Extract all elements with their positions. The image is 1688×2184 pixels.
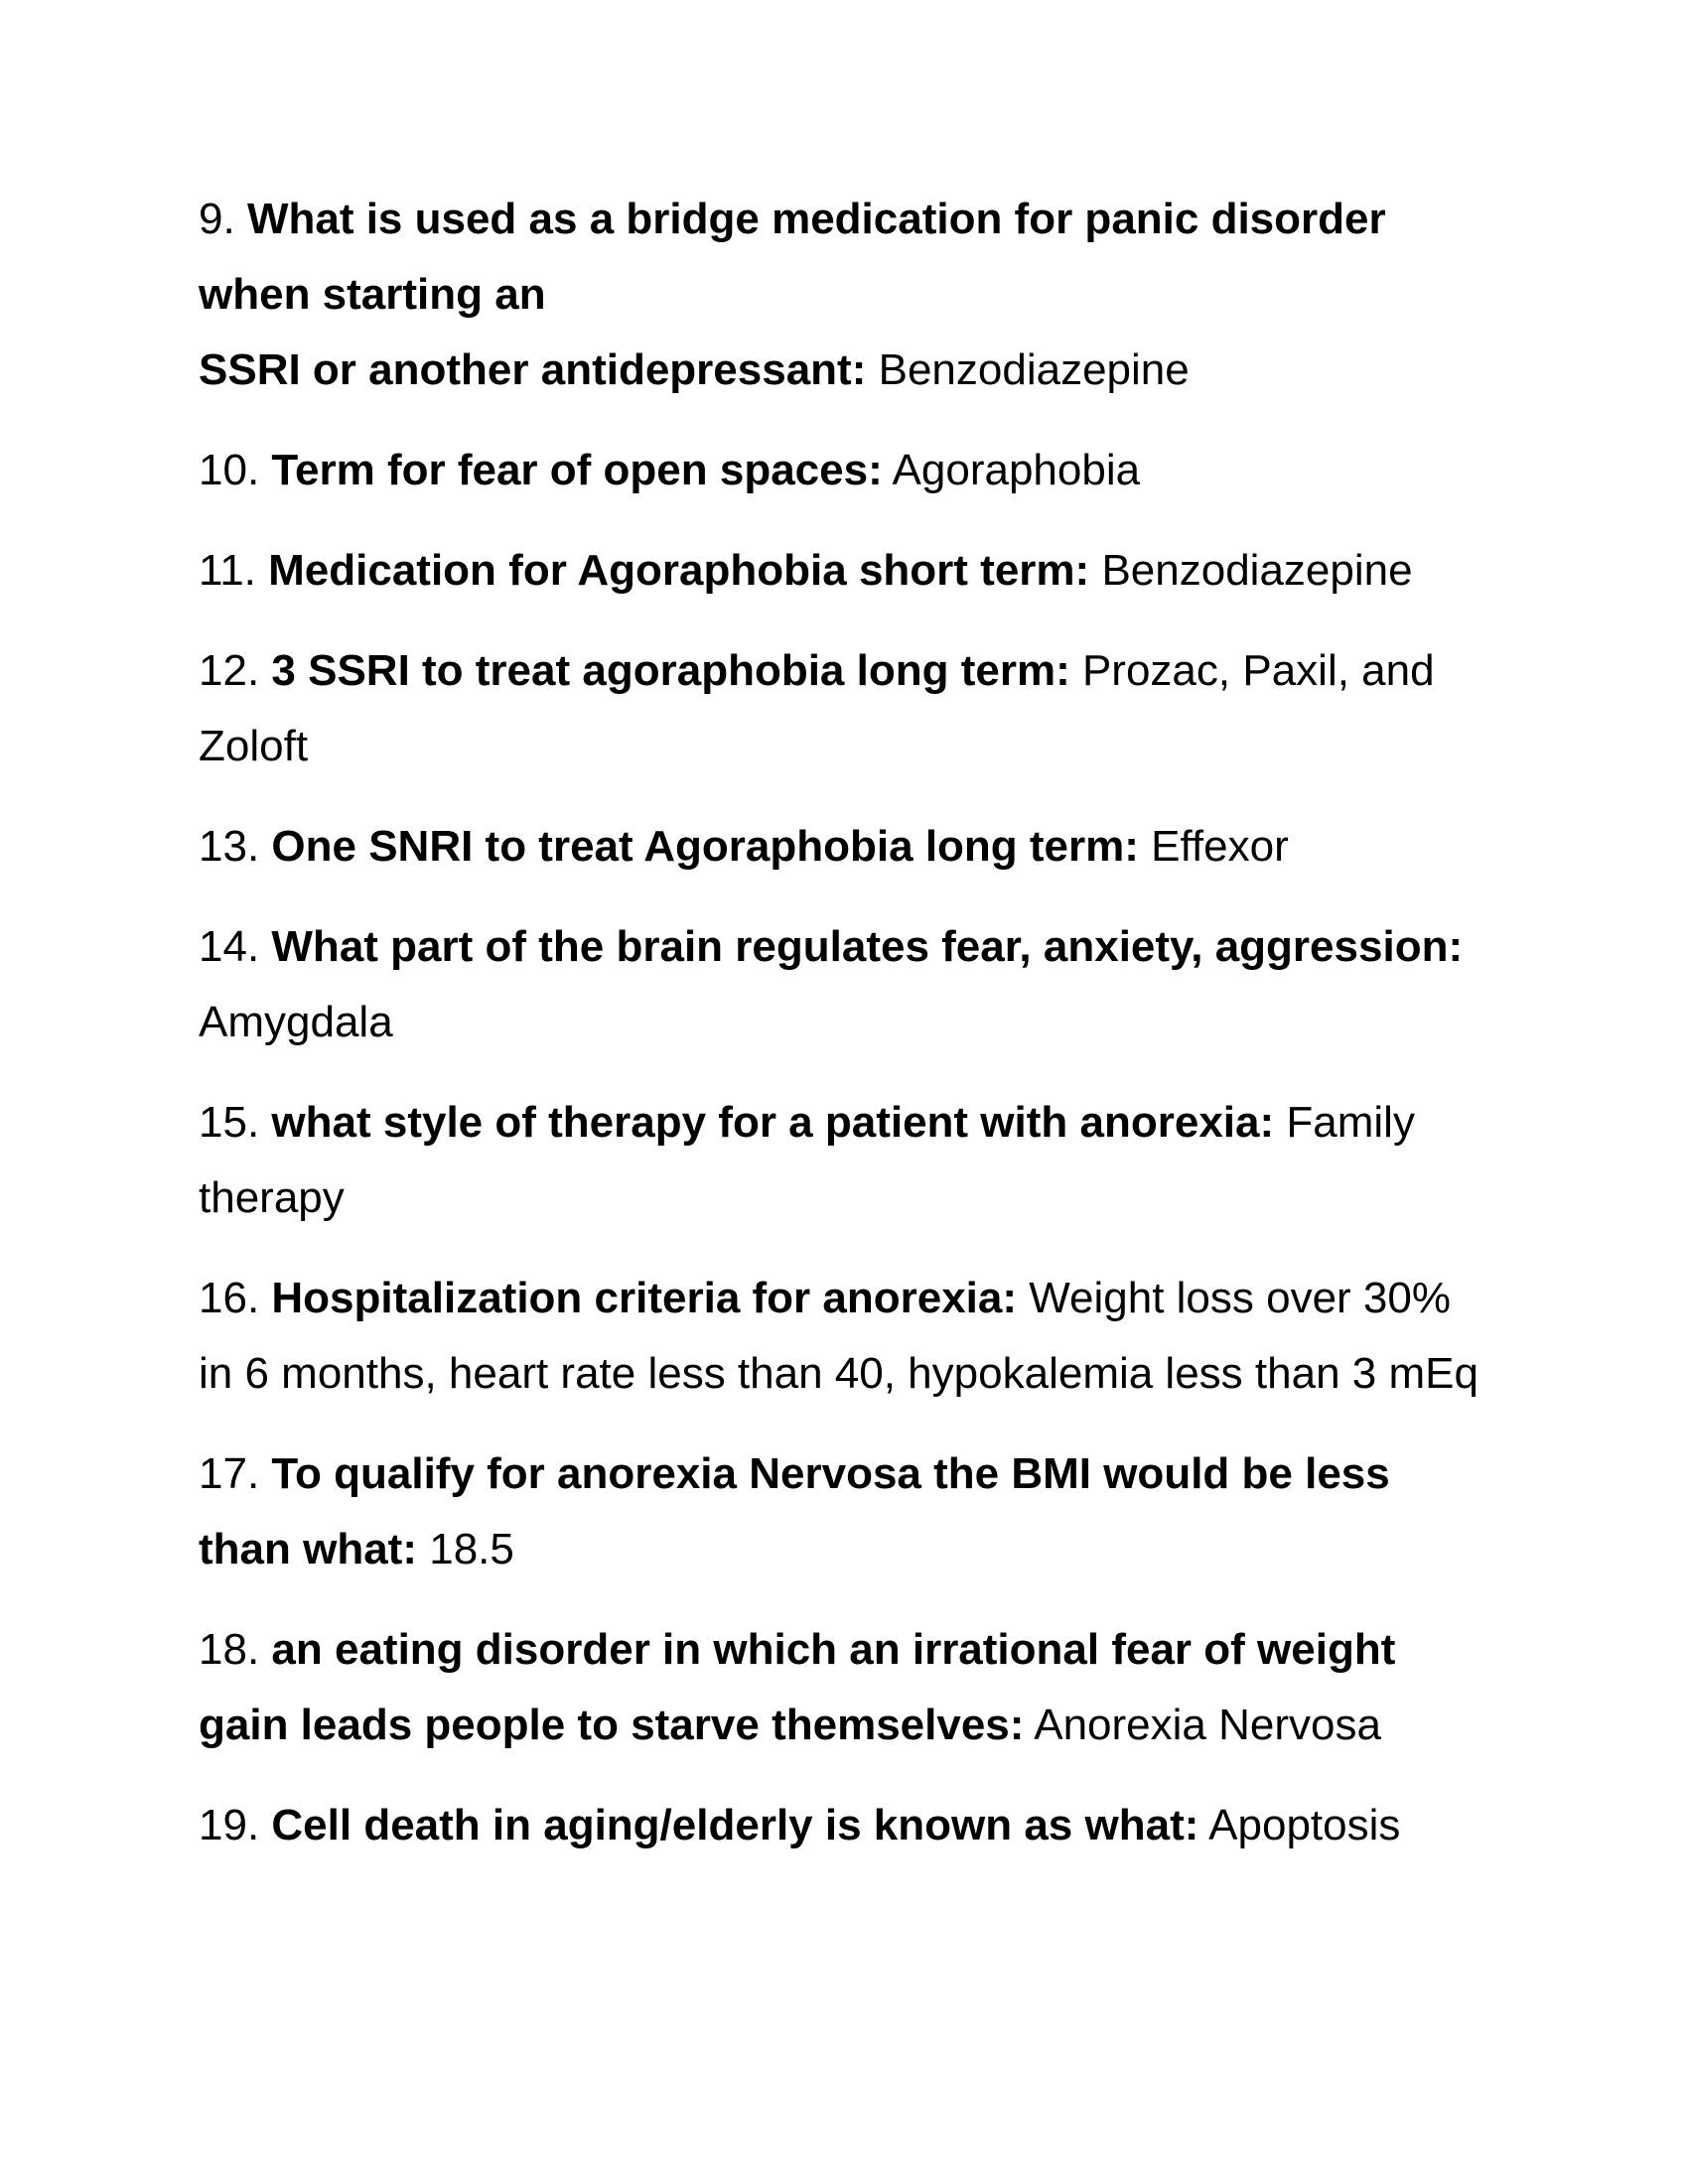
- item-number: 14.: [199, 922, 260, 971]
- answer-text: Apoptosis: [1208, 1801, 1401, 1849]
- qa-item-10: [199, 433, 1489, 508]
- qa-item-19: [199, 1788, 1489, 1863]
- question-text: an eating disorder in which an irrational fear of weight gain leads people to starve themselves:: [199, 1625, 1396, 1749]
- item-number: 11.: [199, 546, 256, 595]
- answer-text: Benzodiazepine: [1101, 546, 1413, 595]
- item-number: 9.: [199, 195, 235, 243]
- question-text: Cell death in aging/elderly is known as what:: [271, 1801, 1199, 1849]
- answer-text: 18.5: [429, 1525, 514, 1573]
- question-line-2: SSRI or another antidepressant:: [199, 345, 867, 394]
- item-number: 17.: [199, 1449, 260, 1498]
- question-text: Term for fear of open spaces:: [271, 446, 883, 494]
- qa-item-18: [199, 1612, 1489, 1763]
- answer-text: Benzodiazepine: [878, 345, 1190, 394]
- question-text: One SNRI to treat Agoraphobia long term:: [271, 822, 1139, 871]
- item-number: 16.: [199, 1274, 260, 1322]
- qa-item-14: [199, 909, 1489, 1060]
- question-text: Medication for Agoraphobia short term:: [268, 546, 1090, 595]
- item-number: 13.: [199, 822, 260, 871]
- item-number: 12.: [199, 646, 260, 695]
- answer-text: Effexor: [1151, 822, 1289, 871]
- question-text: What part of the brain regulates fear, anxiety, aggression:: [271, 922, 1464, 971]
- qa-item-12: [199, 633, 1489, 784]
- question-text: 3 SSRI to treat agoraphobia long term:: [271, 646, 1070, 695]
- question-list: [199, 182, 1489, 1888]
- answer-text: Anorexia Nervosa: [1034, 1701, 1381, 1749]
- item-number: 10.: [199, 446, 260, 494]
- answer-text: Amygdala: [199, 998, 393, 1046]
- qa-item-16: [199, 1261, 1489, 1412]
- item-number: 15.: [199, 1098, 260, 1147]
- answer-text: Prozac, Paxil, and Zoloft: [199, 646, 1435, 770]
- question-text: what style of therapy for a patient with anorexia:: [271, 1098, 1275, 1147]
- item-number: 19.: [199, 1801, 260, 1849]
- item-number: 18.: [199, 1625, 260, 1674]
- qa-item-15: [199, 1085, 1489, 1236]
- qa-item-11: [199, 533, 1489, 609]
- qa-item-17: [199, 1436, 1489, 1587]
- question-text: [199, 195, 1386, 394]
- qa-item-13: [199, 809, 1489, 885]
- question-text: Hospitalization criteria for anorexia:: [271, 1274, 1018, 1322]
- answer-text: Family therapy: [199, 1098, 1415, 1222]
- answer-text: Weight loss over 30% in 6 months, heart rate less than 40, hypokalemia less than 3 mEq: [199, 1274, 1478, 1398]
- question-line-1: What is used as a bridge medication for panic disorder when starting an: [199, 195, 1386, 319]
- question-text: To qualify for anorexia Nervosa the BMI would be less than what:: [199, 1449, 1390, 1573]
- qa-item-9: [199, 182, 1489, 408]
- answer-text: Agoraphobia: [892, 446, 1141, 494]
